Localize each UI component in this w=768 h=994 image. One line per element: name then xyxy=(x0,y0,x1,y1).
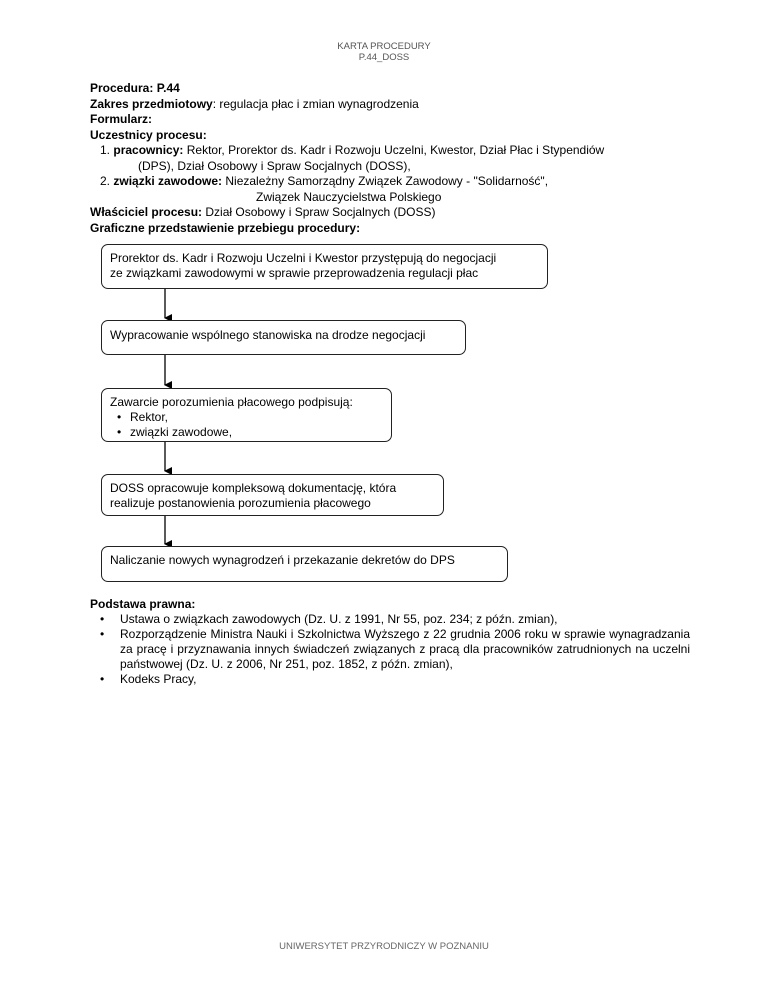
item-2-label: związki zawodowe: xyxy=(113,174,223,188)
scope-value: : regulacja płac i zmian wynagrodzenia xyxy=(212,96,419,111)
step-4-line-2: realizuje postanowienia porozumienia płacowego xyxy=(110,496,371,510)
step-1-line-2: ze związkami zawodowymi w sprawie przeprowadzenia regulacji płac xyxy=(110,266,479,280)
header-code: P.44_DOSS xyxy=(358,52,410,63)
step-3-item: • Rektor, xyxy=(130,410,383,425)
step-1-line-1: Prorektor ds. Kadr i Rozwoju Uczelni i Kwestor przystępują do negocjacji xyxy=(110,251,497,265)
step-3-list xyxy=(110,410,383,440)
participants-item-1-cont: (DPS), Dział Osobowy i Spraw Socjalnych (DOSS), xyxy=(138,158,411,173)
flow-step-2 xyxy=(101,320,466,355)
scope-label: Zakres przedmiotowy xyxy=(90,96,213,111)
procedure-value: P.44 xyxy=(156,81,180,95)
flow-step-5 xyxy=(101,546,508,582)
step-5-text: Naliczanie nowych wynagrodzeń i przekazanie dekretów do DPS xyxy=(110,553,455,567)
owner-label: Właściciel procesu: xyxy=(90,205,203,219)
item-1-number: 1. xyxy=(100,143,111,157)
procedure-label: Procedura: xyxy=(90,81,154,95)
participants-item-2-cont: Związek Nauczycielstwa Polskiego xyxy=(256,189,442,204)
header-title: KARTA PROCEDURY xyxy=(337,41,431,52)
legal-basis-item: • Kodeks Pracy, xyxy=(120,672,690,687)
item-2-text: Niezależny Samorządny Związek Zawodowy - "Solidarność", xyxy=(222,174,549,188)
step-3-title: Zawarcie porozumienia płacowego podpisują: xyxy=(110,395,353,409)
flow-step-4 xyxy=(101,474,444,516)
legal-basis-list xyxy=(90,612,690,687)
step-2-text: Wypracowanie wspólnego stanowiska na drodze negocjacji xyxy=(110,328,426,342)
legal-basis-item: • Rozporządzenie Ministra Nauki i Szkolnictwa Wyższego z 22 grudnia 2006 roku w sprawie wynagradzania za pracę i przyznawania innych świadczeń związanych z pracą dla pracowników zatrudnionych na uczelni państwowej (Dz. U. z 2006, Nr 251, poz. 1852, z późn. zmian), xyxy=(120,627,690,672)
owner-value: Dział Osobowy i Spraw Socjalnych (DOSS) xyxy=(202,205,436,219)
form-label: Formularz: xyxy=(90,112,153,126)
flow-step-1 xyxy=(101,244,548,289)
step-3-item: • związki zawodowe, xyxy=(130,425,383,440)
item-1-text: Rektor, Prorektor ds. Kadr i Rozwoju Uczelni, Kwestor, Dział Płac i Stypendiów xyxy=(183,143,605,157)
participants-label: Uczestnicy procesu: xyxy=(90,127,207,142)
step-4-line-1: DOSS opracowuje kompleksową dokumentację, która xyxy=(110,481,397,495)
item-2-number: 2. xyxy=(100,174,111,188)
legal-basis xyxy=(90,597,690,687)
flow-step-3 xyxy=(101,388,392,442)
item-1-label: pracownicy: xyxy=(113,143,184,157)
flowchart-title: Graficzne przedstawienie przebiegu procedury: xyxy=(90,221,361,235)
page-footer: UNIWERSYTET PRZYRODNICZY W POZNANIU xyxy=(279,941,489,952)
legal-basis-title: Podstawa prawna: xyxy=(90,597,196,611)
legal-basis-item: • Ustawa o związkach zawodowych (Dz. U. z 1991, Nr 55, poz. 234; z późn. zmian), xyxy=(120,612,690,627)
